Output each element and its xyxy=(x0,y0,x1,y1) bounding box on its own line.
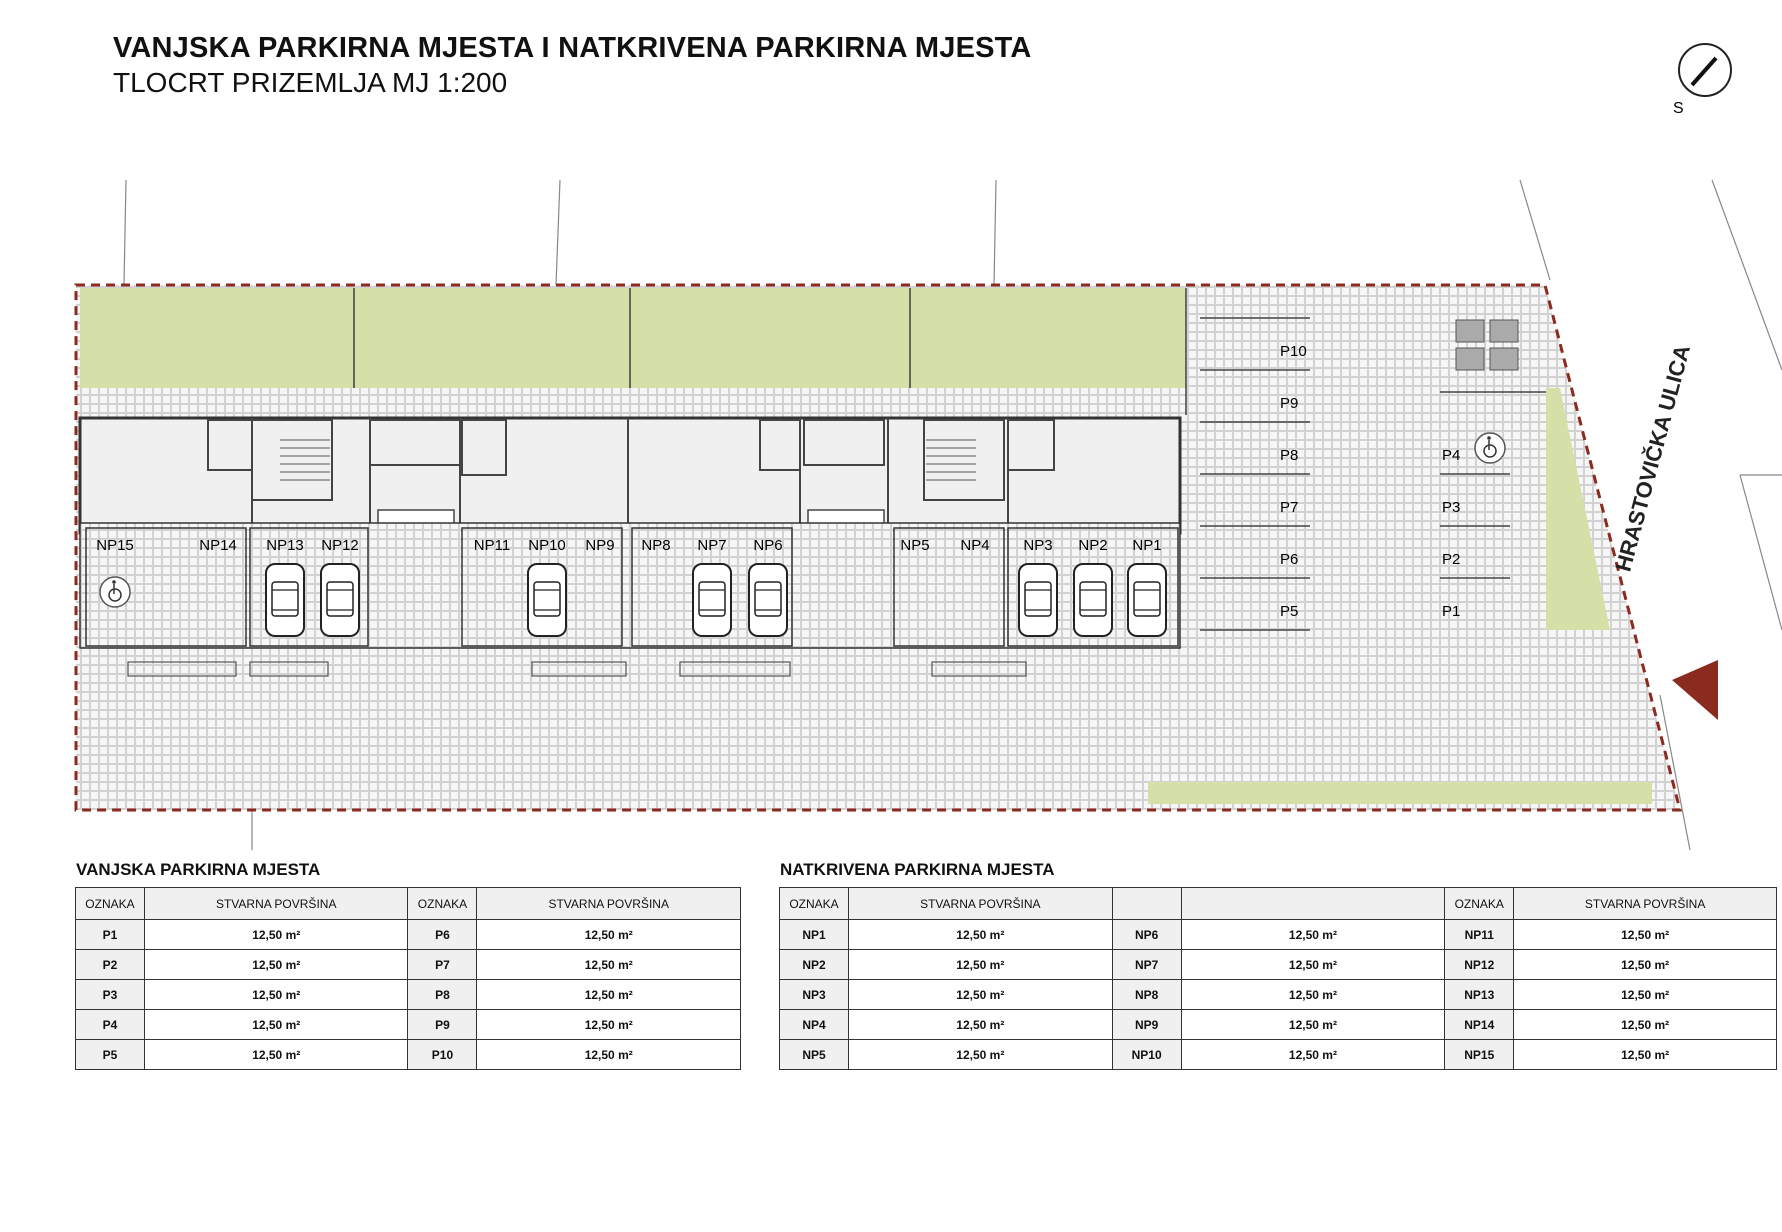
spot-code-cell: NP12 xyxy=(1445,950,1514,980)
spot-area-cell: 12,50 m² xyxy=(1514,920,1777,950)
spot-code-cell: NP8 xyxy=(1112,980,1181,1010)
table-header-cell: STVARNA POVRŠINA xyxy=(144,888,408,920)
table-header-cell: OZNAKA xyxy=(780,888,849,920)
outdoor-table-title: VANJSKA PARKIRNA MJESTA xyxy=(76,860,321,879)
covered-spot-label: NP2 xyxy=(1078,537,1108,554)
covered-spot-label: NP14 xyxy=(199,537,237,554)
spot-area-cell: 12,50 m² xyxy=(1181,1010,1445,1040)
spot-area-cell: 12,50 m² xyxy=(477,1040,741,1070)
spot-code-cell: P6 xyxy=(408,920,477,950)
table-row xyxy=(76,1010,741,1040)
covered-spot-label: NP8 xyxy=(641,537,671,554)
outdoor-spot-label: P2 xyxy=(1442,551,1461,568)
spot-code-cell: P7 xyxy=(408,950,477,980)
spot-area-cell: 12,50 m² xyxy=(848,980,1112,1010)
wheelchair-icon xyxy=(100,577,130,607)
table-header-cell xyxy=(1181,888,1445,920)
spot-code-cell: P1 xyxy=(76,920,145,950)
covered-spot-label: NP11 xyxy=(473,537,511,554)
spot-area-cell: 12,50 m² xyxy=(848,920,1112,950)
spot-area-cell: 12,50 m² xyxy=(1181,950,1445,980)
spot-area-cell: 12,50 m² xyxy=(144,1040,408,1070)
spot-code-cell: NP9 xyxy=(1112,1010,1181,1040)
covered-spot-label: NP1 xyxy=(1132,537,1162,554)
spot-code-cell: NP2 xyxy=(780,950,849,980)
table-header-cell: OZNAKA xyxy=(1445,888,1514,920)
spot-area-cell: 12,50 m² xyxy=(1514,980,1777,1010)
car-icon xyxy=(528,564,566,636)
spot-code-cell: NP3 xyxy=(780,980,849,1010)
car-icon xyxy=(321,564,359,636)
spot-code-cell: P2 xyxy=(76,950,145,980)
spot-area-cell: 12,50 m² xyxy=(848,950,1112,980)
drawing-title: VANJSKA PARKIRNA MJESTA I NATKRIVENA PARKIRNA MJESTA xyxy=(113,32,1032,64)
spot-area-cell: 12,50 m² xyxy=(1514,1040,1777,1070)
spot-area-cell: 12,50 m² xyxy=(477,950,741,980)
table-row xyxy=(780,950,1777,980)
car-icon xyxy=(1074,564,1112,636)
spot-code-cell: NP7 xyxy=(1112,950,1181,980)
covered-spot-label: NP10 xyxy=(528,537,566,554)
table-row xyxy=(76,980,741,1010)
spot-area-cell: 12,50 m² xyxy=(848,1040,1112,1070)
spot-code-cell: P9 xyxy=(408,1010,477,1040)
outdoor-spot-label: P6 xyxy=(1280,551,1299,568)
spot-code-cell: NP1 xyxy=(780,920,849,950)
covered-spot-label: NP15 xyxy=(96,537,134,554)
spot-area-cell: 12,50 m² xyxy=(144,1010,408,1040)
outdoor-spot-label: P3 xyxy=(1442,499,1461,516)
street-label: HRASTOVIČKA ULICA xyxy=(1610,342,1696,575)
outdoor-parking-table xyxy=(75,887,741,1070)
covered-parking-table xyxy=(779,887,1777,1070)
spot-area-cell: 12,50 m² xyxy=(477,980,741,1010)
spot-area-cell: 12,50 m² xyxy=(144,980,408,1010)
spot-code-cell: P5 xyxy=(76,1040,145,1070)
spot-code-cell: NP4 xyxy=(780,1010,849,1040)
covered-spot-label: NP9 xyxy=(585,537,615,554)
car-icon xyxy=(693,564,731,636)
spot-code-cell: NP5 xyxy=(780,1040,849,1070)
covered-table-title: NATKRIVENA PARKIRNA MJESTA xyxy=(780,860,1055,879)
car-icon xyxy=(1128,564,1166,636)
spot-code-cell: NP14 xyxy=(1445,1010,1514,1040)
spot-area-cell: 12,50 m² xyxy=(144,920,408,950)
table-row xyxy=(780,920,1777,950)
outdoor-spot-label: P7 xyxy=(1280,499,1299,516)
spot-code-cell: NP11 xyxy=(1445,920,1514,950)
spot-area-cell: 12,50 m² xyxy=(848,1010,1112,1040)
covered-spot-label: NP4 xyxy=(960,537,990,554)
spot-code-cell: NP10 xyxy=(1112,1040,1181,1070)
spot-code-cell: P10 xyxy=(408,1040,477,1070)
table-row xyxy=(780,1010,1777,1040)
spot-area-cell: 12,50 m² xyxy=(477,920,741,950)
covered-spot-label: NP12 xyxy=(321,537,359,554)
spot-code-cell: P8 xyxy=(408,980,477,1010)
spot-area-cell: 12,50 m² xyxy=(1514,1010,1777,1040)
table-header-cell xyxy=(1112,888,1181,920)
covered-spot-label: NP6 xyxy=(753,537,783,554)
drawing-subtitle: TLOCRT PRIZEMLJA MJ 1:200 xyxy=(113,67,508,98)
outdoor-spot-label: P4 xyxy=(1442,447,1461,464)
spot-area-cell: 12,50 m² xyxy=(1514,950,1777,980)
drawing-title-block xyxy=(113,30,1032,100)
spot-code-cell: P4 xyxy=(76,1010,145,1040)
covered-spot-label: NP7 xyxy=(697,537,727,554)
outdoor-spot-label: P9 xyxy=(1280,395,1299,412)
table-header-cell: STVARNA POVRŠINA xyxy=(848,888,1112,920)
spot-code-cell: P3 xyxy=(76,980,145,1010)
spot-code-cell: NP15 xyxy=(1445,1040,1514,1070)
spot-code-cell: NP6 xyxy=(1112,920,1181,950)
wheelchair-icon xyxy=(1475,433,1505,463)
car-icon xyxy=(1019,564,1057,636)
outdoor-spot-label: P5 xyxy=(1280,603,1299,620)
spot-area-cell: 12,50 m² xyxy=(1181,1040,1445,1070)
table-header-cell: OZNAKA xyxy=(408,888,477,920)
spot-area-cell: 12,50 m² xyxy=(1181,980,1445,1010)
carport-row xyxy=(80,523,1180,648)
north-arrow-icon xyxy=(1660,40,1750,120)
spot-area-cell: 12,50 m² xyxy=(144,950,408,980)
car-icon xyxy=(266,564,304,636)
covered-spot-label: NP13 xyxy=(266,537,304,554)
site-plan xyxy=(0,170,1782,850)
outdoor-spot-label: P10 xyxy=(1280,343,1307,360)
spot-area-cell: 12,50 m² xyxy=(1181,920,1445,950)
entrance-arrow-icon xyxy=(1672,660,1718,720)
table-row xyxy=(76,1040,741,1070)
outdoor-spot-label: P8 xyxy=(1280,447,1299,464)
table-row xyxy=(76,950,741,980)
car-icon xyxy=(749,564,787,636)
spot-code-cell: NP13 xyxy=(1445,980,1514,1010)
covered-spot-label: NP3 xyxy=(1023,537,1053,554)
covered-spot-label: NP5 xyxy=(900,537,930,554)
north-arrow-label: S xyxy=(1673,100,1684,117)
outdoor-spot-label: P1 xyxy=(1442,603,1461,620)
table-header-cell: OZNAKA xyxy=(76,888,145,920)
table-header-cell: STVARNA POVRŠINA xyxy=(1514,888,1777,920)
table-row xyxy=(780,1040,1777,1070)
spot-area-cell: 12,50 m² xyxy=(477,1010,741,1040)
table-header-cell: STVARNA POVRŠINA xyxy=(477,888,741,920)
table-row xyxy=(780,980,1777,1010)
table-row xyxy=(76,920,741,950)
